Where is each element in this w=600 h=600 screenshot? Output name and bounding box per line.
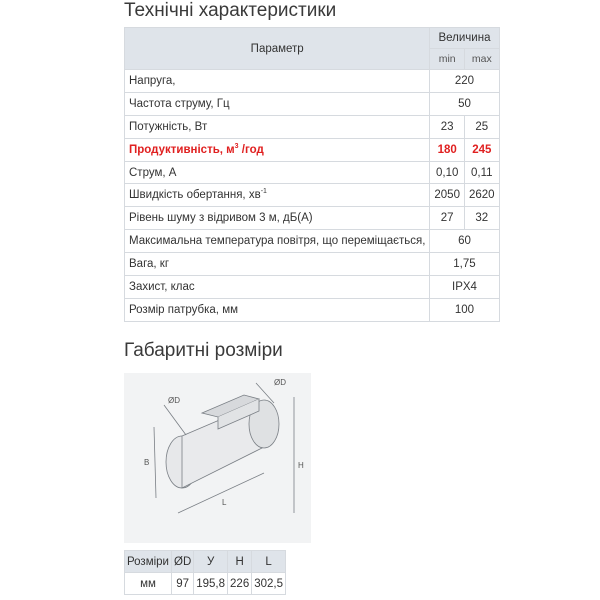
- spec-value: 220: [430, 70, 499, 93]
- spec-name: [125, 138, 430, 161]
- specs-table: [124, 27, 500, 322]
- spec-max: 245: [464, 138, 499, 161]
- spec-name: Вага, кг: [125, 253, 430, 276]
- spec-value: 100: [430, 298, 499, 321]
- spec-min: 23: [430, 115, 465, 138]
- dims-header: L: [252, 551, 286, 573]
- spec-min: 27: [430, 207, 465, 230]
- spec-name: Потужність, Вт: [125, 115, 430, 138]
- spec-name: Частота струму, Гц: [125, 92, 430, 115]
- specs-title: Технічні характеристики: [124, 0, 337, 21]
- spec-row-voltage: [125, 70, 500, 93]
- dims-title: Габаритні розміри: [124, 340, 283, 361]
- spec-min: 0,10: [430, 161, 465, 184]
- spec-row-frequency: [125, 92, 500, 115]
- spec-name: Розмір патрубка, мм: [125, 298, 430, 321]
- label-diameter-top: ØD: [274, 378, 286, 387]
- spec-row-weight: [125, 253, 500, 276]
- spec-name: Напруга,: [125, 70, 430, 93]
- spec-value: IPX4: [430, 276, 499, 299]
- dims-header: H: [228, 551, 252, 573]
- spec-max: 2620: [464, 184, 499, 207]
- dims-cell: мм: [125, 573, 172, 595]
- spec-row-max-temp: [125, 230, 500, 253]
- spec-row-protection: [125, 276, 500, 299]
- dims-cell: 226: [228, 573, 252, 595]
- param-header: Параметр: [125, 28, 430, 70]
- spec-row-noise: [125, 207, 500, 230]
- dims-header: ØD: [172, 551, 194, 573]
- spec-max: 32: [464, 207, 499, 230]
- spec-min: 2050: [430, 184, 465, 207]
- spec-name-text: Продуктивність, м: [129, 143, 235, 156]
- spec-max: 25: [464, 115, 499, 138]
- dims-cell: 302,5: [252, 573, 286, 595]
- dims-cell: 195,8: [194, 573, 228, 595]
- dim-line-d-left: [164, 405, 186, 435]
- specs-header-row: [125, 28, 500, 49]
- spec-name: Рівень шуму з відривом 3 м, дБ(А): [125, 207, 430, 230]
- spec-name-sup: 3: [234, 142, 239, 150]
- spec-value: 50: [430, 92, 499, 115]
- dims-header: Розміри: [125, 551, 172, 573]
- spec-row-duct-size: [125, 298, 500, 321]
- spec-row-rpm: [125, 184, 500, 207]
- spec-row-airflow: [125, 138, 500, 161]
- spec-value: 60: [430, 230, 499, 253]
- dims-table: [124, 550, 286, 595]
- spec-row-current: [125, 161, 500, 184]
- spec-min: 180: [430, 138, 465, 161]
- spec-name-sup: -1: [260, 188, 267, 196]
- dim-line-b: [154, 427, 156, 498]
- max-header: max: [464, 49, 499, 70]
- value-header: Величина: [430, 28, 499, 49]
- spec-name-text: Швидкість обертання, хв: [129, 189, 261, 202]
- spec-row-power: [125, 115, 500, 138]
- fan-dimension-drawing: [124, 373, 311, 543]
- spec-value: 1,75: [430, 253, 499, 276]
- spec-name: [125, 184, 430, 207]
- dims-cell: 97: [172, 573, 194, 595]
- spec-name-unit: /год: [238, 143, 264, 156]
- fan-drawing-svg: [124, 373, 311, 543]
- label-h: H: [298, 461, 304, 470]
- spec-name: Максимальна температура повітря, що переміщається,: [125, 230, 430, 253]
- dims-header-row: [125, 551, 286, 573]
- spec-max: 0,11: [464, 161, 499, 184]
- spec-name: Струм, А: [125, 161, 430, 184]
- dims-row: [125, 573, 286, 595]
- label-b: B: [144, 458, 150, 467]
- min-header: min: [430, 49, 465, 70]
- spec-name: Захист, клас: [125, 276, 430, 299]
- label-l: L: [222, 498, 227, 507]
- dims-header: У: [194, 551, 228, 573]
- label-diameter-left: ØD: [168, 396, 180, 405]
